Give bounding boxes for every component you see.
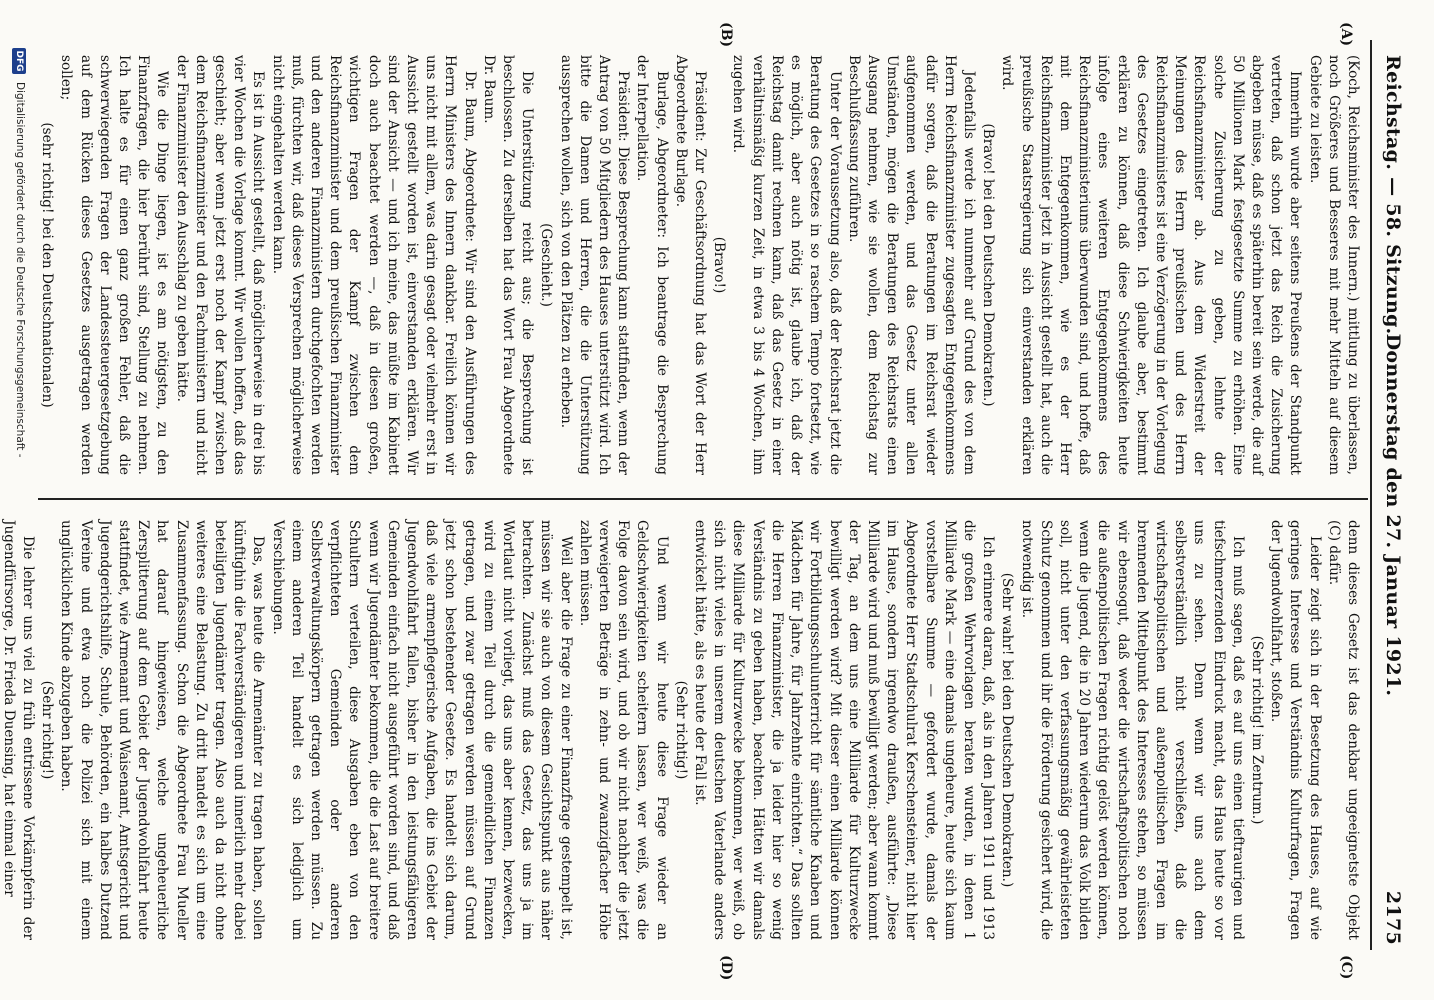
margin-letter-c: (C) [1338, 955, 1354, 980]
paragraph: Burlage, Abgeordneter: Ich beantrage die Besprechung der Interpellation. [634, 55, 670, 475]
digitization-footer [5, 0, 29, 1000]
right-text-column [0, 520, 1362, 940]
paragraph: Jedenfalls werde ich nunmehr auf Grund des von dem Herrn Reichsfinanzminister zugesagten Entgegenkommens dafür sorgen, daß die Beratungen im Reichsrat wieder aufgenommen werden, und das Gesetz unter allen Umständen, mögen die Beratungen des Reichsrats einen Ausgang nehmen, wie sie wollen, dem Reichstag zur Beschlußfassung zuführen. [845, 55, 977, 475]
stage-direction: (Bravo! bei den Deutschen Demokraten.) [980, 123, 997, 407]
header-rule [1370, 40, 1372, 950]
stage-direction: (sehr richtig! bei den Deutschnationalen) [39, 122, 56, 408]
paragraph: Dr. Baum, Abgeordnete: Wir sind den Ausführungen des Herrn Ministers des Innern dankbar. Freilich können wir uns nicht mit allem, was darin gesagt oder vielmehr erst in Aussicht gestellt worden ist, einverstanden erklären. Wir sind der Ansicht — und ich meine, das müßte im Kabinett doch auch beachtet werden —, daß in diesen großen, wichtigen Fragen der Kampf zwischen dem Reichsfinanzminister und dem preußischen Finanzminister und den anderen Finanzministern durchgefochten werden muß, fürchten wir, daß dieses Versprechen möglicherweise nicht eingehalten werden kann. [269, 55, 478, 475]
paragraph: denn dieses Gesetz ist das denkbar ungeeignetste Objekt (C) dafür. [1325, 520, 1361, 940]
paragraph: Ich erinnere daran, daß, als in den Jahren 1911 und 1913 die großen Wehrvorlagen beraten wurden, in denen 1 Milliarde Mark — eine damals ungeheure, heute sich kaum vorstellbare Summe — gefordert wurde, damals der Abgeordnete Herr Stadtschulrat Kerschensteiner, nicht hier im Hause, sondern irgendwo draußen, ausführte: „Diese Milliarde wird und muß bewilligt werden; aber wann kommt der Tag, an dem uns eine Milliarde für Kulturzwecke bewilligt werden wird? Mit dieser einen Milliarde können wir Fortbildungsschulunterricht für sämtliche Knaben und Mädchen für Jahre, für Jahrzehnte einrichten.“ Das sollten die Herren Finanzminister, die ja leider hier so wenig Verständnis zu geben haben, beachten. Hätten wir damals diese Milliarde für Kulturzwecke bekommen, wer weiß, ob sich nicht vieles in unserem deutschen Vaterlande anders entwickelt hätte, als es heute der Fall ist. [692, 520, 997, 940]
header-session: Reichstag. — 58. Sitzung. [1382, 55, 1404, 335]
column-divider [38, 498, 1368, 500]
paragraph: Präsident: Diese Besprechung kann stattfinden, wenn der Antrag von 50 Mitgliedern des Hauses unterstützt wird. Ich bitte die Damen und Herren, die die Unterstützung aussprechen wollen, sich von den Plätzen zu erheben. [557, 55, 632, 475]
stage-direction: (Sehr richtig! im Zentrum.) [1248, 635, 1265, 825]
footer-credit: Digitalisierung gefördert durch die Deutsche Forschungsgemeinschaft - [14, 82, 26, 458]
left-text-column [39, 55, 1362, 475]
stage-direction: (Sehr richtig!) [672, 680, 689, 780]
paragraph: Die Unterstützung reicht aus; die Besprechung ist beschlossen. Zu derselben hat das Wort Frau Abgeordnete Dr. Baum. [480, 55, 536, 475]
stage-direction: (Sehr wahr! bei den Deutschen Demokraten.) [999, 572, 1016, 888]
header-date: Donnerstag den 27. Januar 1921. [1382, 333, 1404, 697]
paragraph: Das, was heute die Armenämter zu tragen haben, sollen künftighin die Fachverständigeren und innerlich mehr dabei beteiligten Jugendämter tragen. Also auch da nicht ohne weiteres eine Belastung. Zu dritt handelt es sich um eine Zusammenfassung. Schon die Abgeordnete Frau Mueller hat darauf hingewiesen, welche ungeheuerliche Zersplitterung auf dem Gebiet der Jugendwohlfahrt heute stattfindet, wie Armenamt und Waisenamt, Amtsgericht und Jugendgerichtshilfe, Schule, Behörden, ein halbes Dutzend Vereine und etwa noch die Polizei sich mit einem unglücklichen Kinde abzugeben haben. [58, 520, 267, 940]
paragraph: Wie die Dinge liegen, ist es am nötigsten, zu den Finanzfragen, die hier berührt sind, Stellung zu nehmen. Ich halte es für einen ganz großen Fehler, daß die schwerwiegenden Fragen der Landessteuergesetzgebung auf dem Rücken dieses Gesetzes ausgetragen werden sollen; [58, 55, 171, 475]
paragraph: Präsident: Zur Geschäftsordnung hat das Wort der Herr Abgeordnete Burlage. [672, 55, 709, 475]
margin-letter-d: (D) [718, 955, 734, 981]
paragraph: Ich muß sagen, daß es auf uns einen tieftraurigen und tiefschmerzenden Eindruck macht, das Haus heute so vor uns zu sehen. Denn wenn wir uns auch dem selbstverständlich nicht verschließen, daß die wirtschaftspolitischen und außenpolitischen Fragen im brennenden Mittelpunkt des Interesses stehen, so müssen wir ebensogut, daß weder die wirtschaftspolitischen noch die außenpolitischen Fragen richtig gelöst werden können, wenn die Jugend, die in 20 Jahren wiederum das Volk bilden soll, nicht unter den verfassungsmäßig gewährleisteten Schutz genommen und ihr die Förderung gesichert wird, die notwendig ist. [1018, 520, 1246, 940]
margin-letter-b: (B) [718, 22, 734, 48]
paragraph: Unter der Voraussetzung also, daß der Reichsrat jetzt die Beratung des Gesetzes in so raschem Tempo fortsetzt, wie es möglich, aber auch nötig ist, glaube ich, daß der Reichstag damit rechnen kann, daß das Gesetz in einer verhältnismäßig kurzen Zeit, in etwa 3 bis 4 Wochen, ihm zugehen wird. [730, 55, 843, 475]
paragraph: (Koch, Reichsminister des Innern.) mittlung zu überlassen, noch Größeres und Besseres mit mehr Mitteln auf diesem Gebiete zu leisten. [1306, 55, 1361, 475]
paragraph: Die lehrer uns viel zu früh entrissene Vorkämpferin der Jugendfürsorge, Dr. Frieda Duensing, hat einmal einer [0, 520, 36, 940]
page-header [1372, 55, 1412, 945]
paragraph: Immerhin wurde aber seitens Preußens der Standpunkt vertreten, daß schon jetzt das Reich die Zusicherung abgeben müsse, daß es späterhin bereit sein werde, die auf 50 Millionen Mark festgesetzte Summe zu erhöhen. Eine solche Zusicherung zu geben, lehnte der Reichsfinanzminister ab. Aus dem Widerstreit der Meinungen des Herrn preußischen und des Herrn Reichsfinanzministers ist eine Verzögerung in der Vorlegung des Gesetzes eingetreten. Ich glaube aber, bestimmt erklären zu können, daß diese Schwierigkeiten heute infolge eines weiteren Entgegenkommens des Reichsfinanzministeriums überwunden sind, und hoffe, daß mit dem Entgegenkommen, wie es der Herr Reichsfinanzminister jetzt in Aussicht gestellt hat, auch die preußische Staatsregierung sich einverstanden erklären wird. [999, 55, 1304, 475]
stage-direction: (Bravo!) [711, 236, 728, 294]
dfg-logo: DFG [12, 48, 26, 74]
stage-direction: (Sehr richtig!) [39, 680, 56, 780]
paragraph: Und wenn wir heute diese Frage wieder an Geldschwierigkeiten scheitern lassen, wer weiß, was die Folge davon sein wird, und ob wir nicht nachher die jetzt verweigerten Beträge in zehn- und zwanzigfacher Höhe zahlen müssen. [576, 520, 670, 940]
stage-direction: (Geschieht.) [538, 223, 555, 307]
paragraph: Leider zeigt sich in der Besetzung des Hauses, auf wie geringes Interesse und Verständnis Kulturfragen, Fragen der Jugendwohlfahrt, stoßen. [1268, 520, 1323, 940]
page-number: 2175 [1382, 890, 1404, 945]
paragraph: Weil aber die Frage zu einer Finanzfrage gestempelt ist, müssen wir sie auch von diesem Gesichtspunkt aus näher betrachten. Zunächst muß das Gesetz, das uns ja im Wortlaut nicht vorliegt, das uns aber kennen, bezwecken, wird zu einem Teil durch die gemeindlichen Finanzen getragen, und zwar getragen werden müssen auf Grund jetzt schon bestehender Gesetze. Es handelt sich darum, daß viele armenpflegerische Aufgaben, die ins Gebiet der Jugendwohlfahrt fallen, bisher in den leistungsfähigeren Gemeinden einfach nicht ausgeführt worden sind, und daß wenn wir Jugendämter bekommen, die die Last auf breitere Schultern verteilen, diese Ausgaben eben von den verpflichteten Gemeinden oder anderen Selbstverwaltungskörpern getragen werden müssen. Zu einem anderen Teil handelt es sich lediglich um Verschiebungen. [269, 520, 574, 940]
margin-letter-a: (A) [1338, 22, 1354, 47]
paragraph: Es ist in Aussicht gestellt, daß möglicherweise in drei bis vier Wochen die Vorlage kommt. Wir wollen hoffen, daß das geschieht; aber wenn jetzt erst noch der Kampf zwischen dem Reichsfinanzminister und den Fachministern und nicht der Finanzminister den Ausschlag zu geben hätte. [173, 55, 267, 475]
